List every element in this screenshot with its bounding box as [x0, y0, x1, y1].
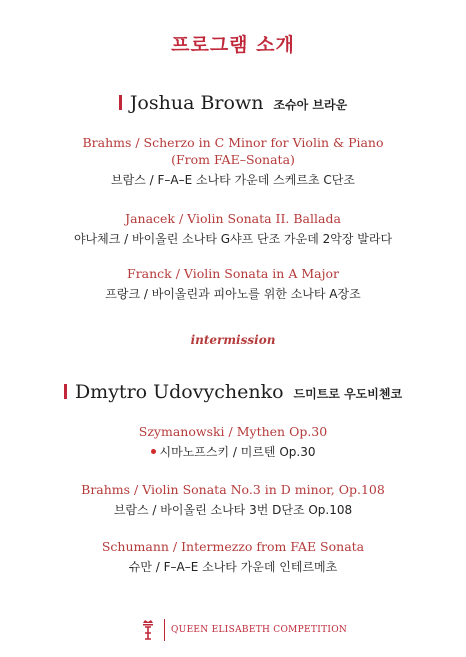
program-item	[0, 538, 466, 576]
intermission-label: intermission	[190, 333, 276, 347]
footer	[140, 618, 347, 642]
piece-title-korean: 슈만 / F–A–E 소나타 가운데 인테르메초	[128, 560, 338, 574]
performer-heading	[0, 92, 466, 114]
piece-title: Szymanowski / Mythen Op.30	[138, 424, 328, 439]
performer-heading	[0, 381, 466, 403]
heading-accent-bar	[64, 384, 67, 399]
piece-title-korean-text: 시마노프스키 / 미르텐 Op.30	[159, 445, 316, 459]
program-item	[0, 265, 466, 303]
performer-name-korean: 조슈아 브라운	[273, 98, 348, 112]
piece-title: Schumann / Intermezzo from FAE Sonata	[101, 539, 365, 554]
footer-divider	[164, 619, 165, 641]
piece-title-korean: 야나체크 / 바이올린 소나타 G샤프 단조 가운데 2악장 발라다	[73, 232, 393, 246]
piece-title-korean: 브람스 / F–A–E 소나타 가운데 스케르초 C단조	[111, 173, 355, 187]
program-item	[0, 423, 466, 461]
piece-title-korean	[0, 444, 466, 461]
bullet-dot-icon	[151, 449, 156, 454]
crown-monogram-icon	[140, 618, 156, 642]
program-item	[0, 210, 466, 248]
piece-title: Franck / Violin Sonata in A Major	[127, 266, 339, 281]
program-item	[0, 481, 466, 519]
piece-title-korean: 프랑크 / 바이올린과 피아노를 위한 소나타 A장조	[105, 287, 361, 301]
performer-name: Joshua Brown	[129, 92, 264, 114]
performer-name-korean: 드미트로 우도비첸코	[293, 387, 403, 401]
performer-name: Dmytro Udovychenko	[74, 381, 284, 403]
piece-title: Brahms / Scherzo in C Minor for Violin & Piano	[82, 135, 384, 150]
page-title: 프로그램 소개	[171, 34, 295, 56]
footer-text: QUEEN ELISABETH COMPETITION	[171, 625, 348, 635]
piece-title: Brahms / Violin Sonata No.3 in D minor, Op.108	[81, 482, 385, 497]
program-item	[0, 134, 466, 189]
heading-accent-bar	[119, 95, 122, 110]
piece-subtitle: (From FAE–Sonata)	[171, 152, 295, 167]
piece-title: Janacek / Violin Sonata II. Ballada	[125, 211, 341, 226]
piece-title-korean: 브람스 / 바이올린 소나타 3번 D단조 Op.108	[113, 503, 353, 517]
